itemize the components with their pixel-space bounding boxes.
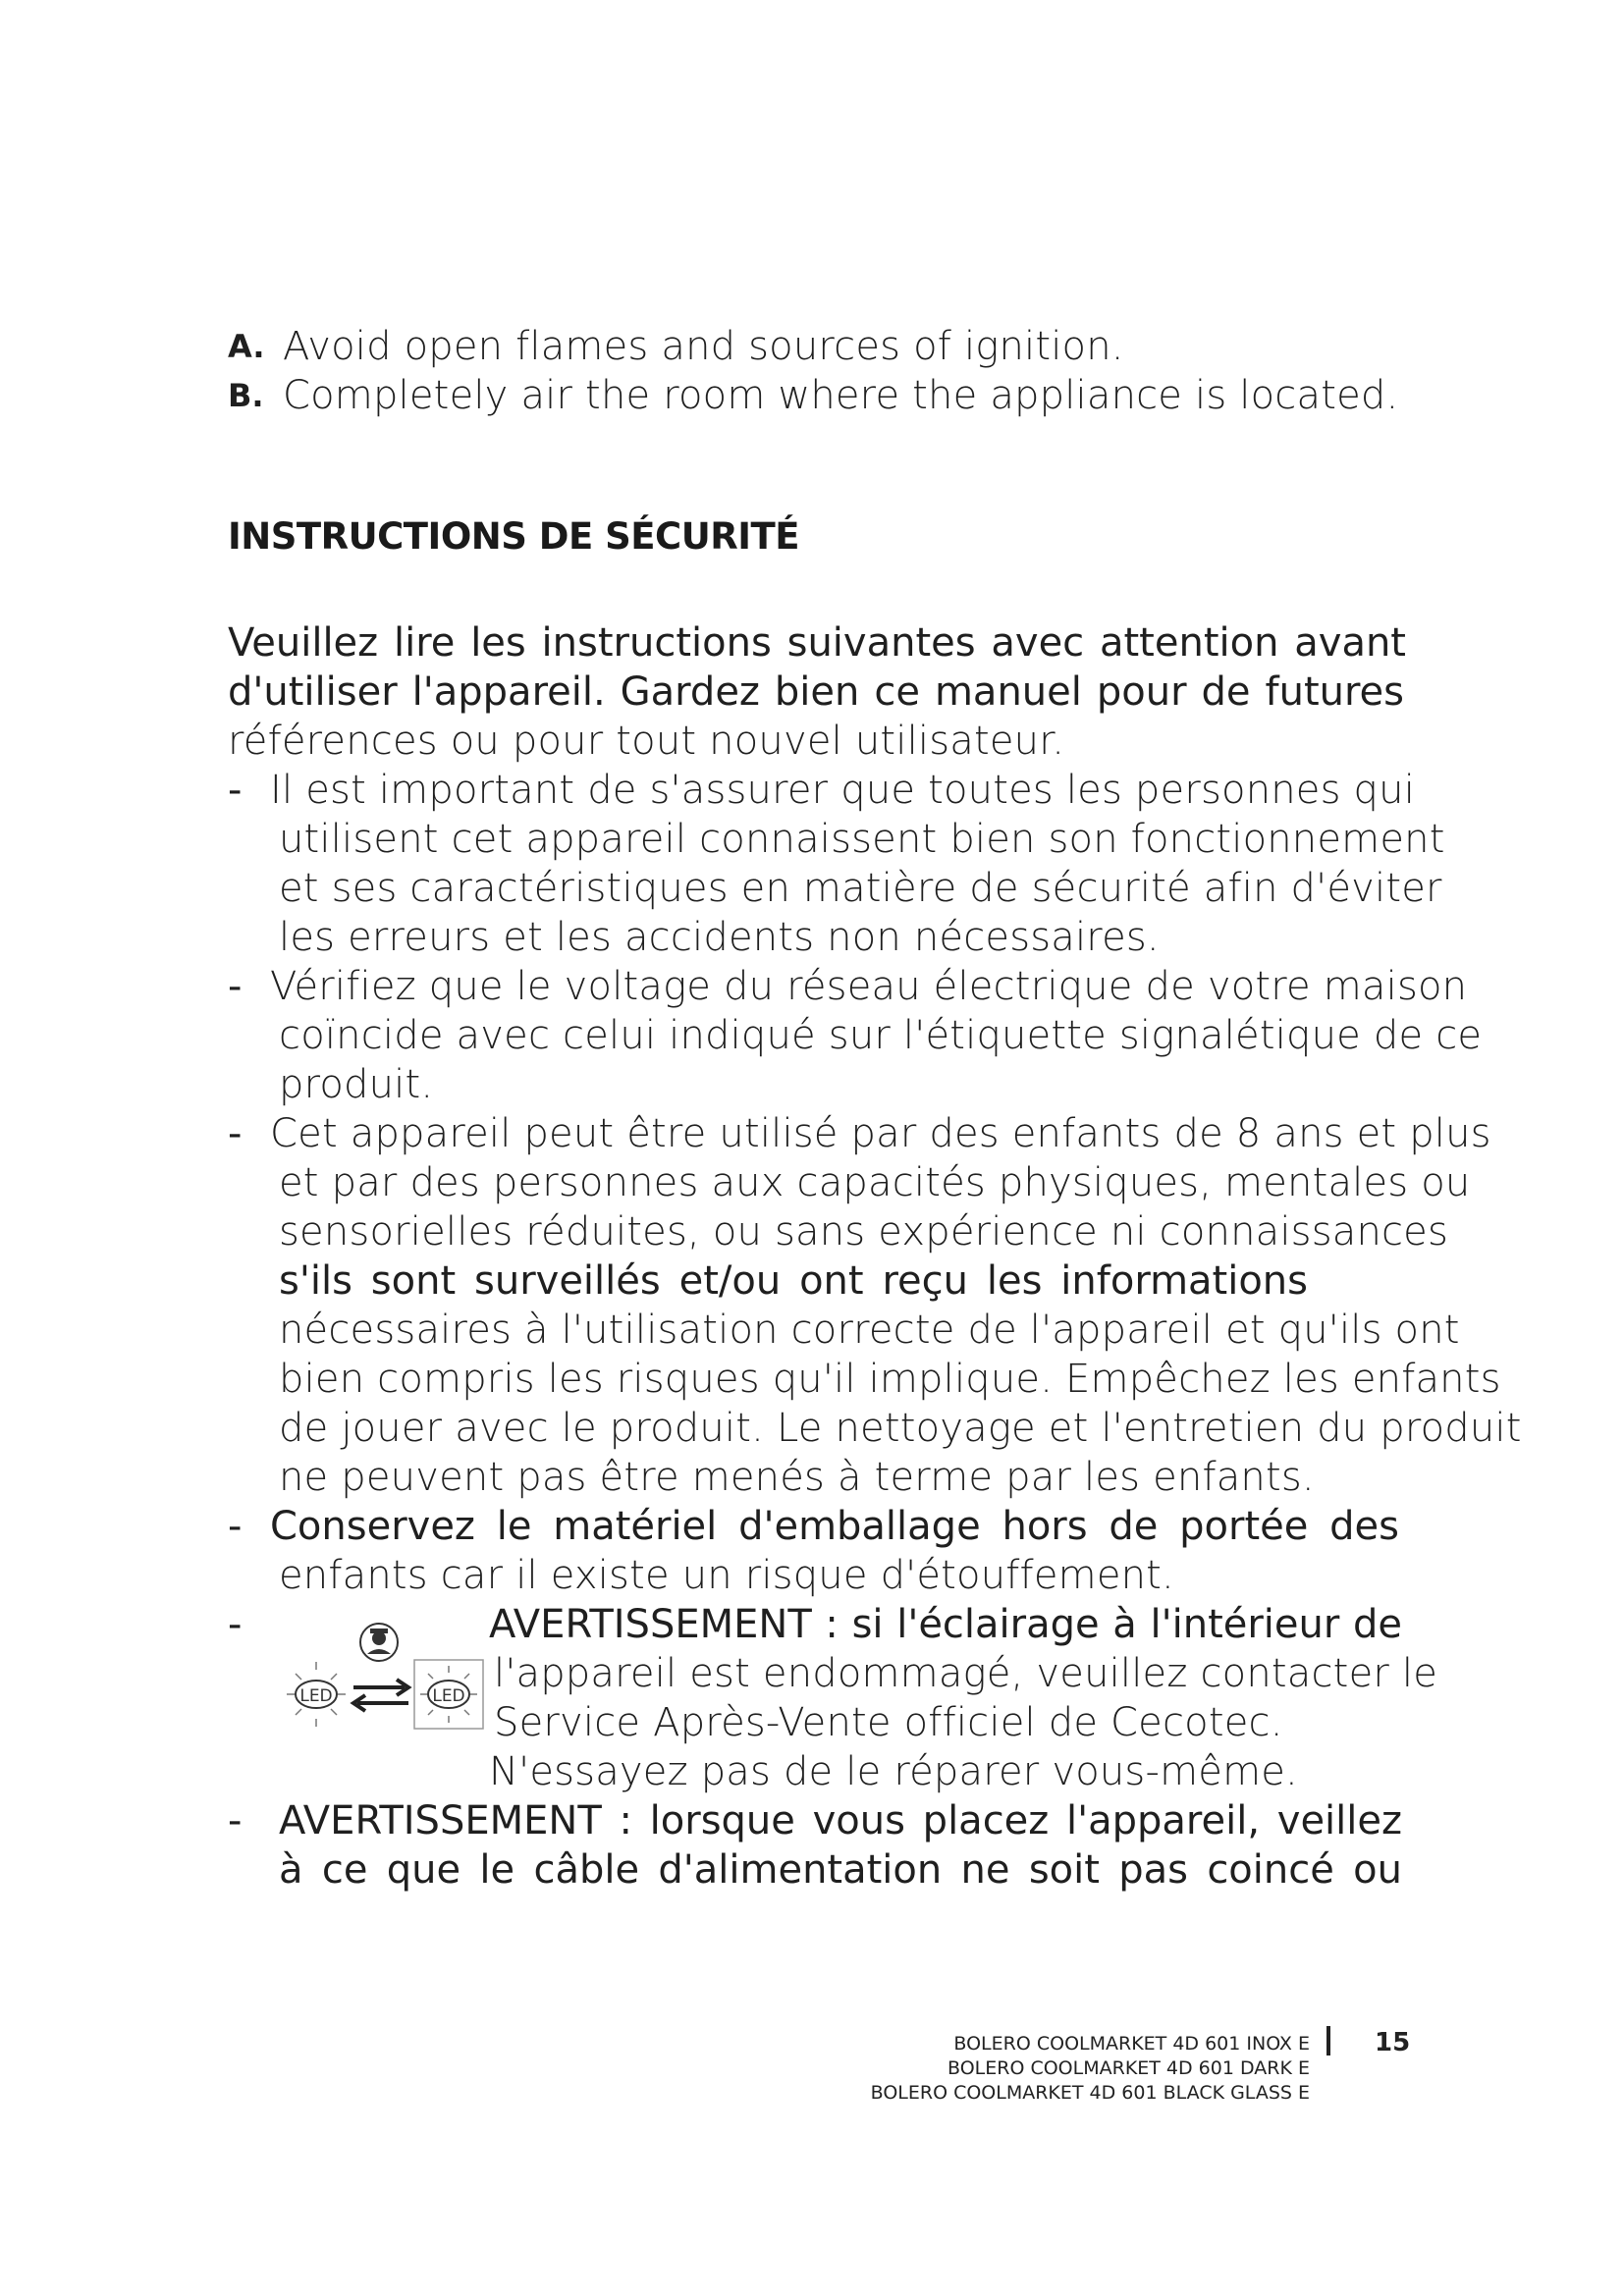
bullet-line: bien compris les risques qu'il implique. Empêchez les enfants: [279, 1357, 1501, 1402]
led-replacement-technician-icon: [277, 1621, 513, 1748]
bullet-line: l'appareil est endommagé, veuillez contacter le: [494, 1651, 1438, 1696]
bullet-dash: -: [228, 1798, 243, 1843]
bullet-line: à ce que le câble d'alimentation ne soit pas coincé ou: [279, 1847, 1402, 1893]
intro-line: références ou pour tout nouvel utilisateur.: [228, 719, 1065, 764]
list-item-a: Avoid open flames and sources of ignition.: [283, 324, 1124, 369]
bullet-dash: -: [228, 1504, 243, 1549]
bullet-line: et par des personnes aux capacités physiques, mentales ou: [279, 1160, 1471, 1205]
bullet-line: les erreurs et les accidents non nécessaires.: [279, 915, 1160, 960]
bullet-dash: -: [228, 768, 243, 813]
footer-divider: [1326, 2026, 1330, 2056]
bullet-line: Cet appareil peut être utilisé par des enfants de 8 ans et plus: [270, 1111, 1491, 1156]
bullet-line: et ses caractéristiques en matière de sécurité afin d'éviter: [279, 866, 1442, 911]
bullet-line: nécessaires à l'utilisation correcte de l'appareil et qu'ils ont: [279, 1308, 1460, 1353]
svg-text:LED: LED: [432, 1686, 465, 1706]
bullet-line: utilisent cet appareil connaissent bien son fonctionnement: [279, 817, 1445, 862]
footer-model: BOLERO COOLMARKET 4D 601 INOX E: [953, 2033, 1310, 2055]
bullet-line: Vérifiez que le voltage du réseau électrique de votre maison: [270, 964, 1468, 1009]
footer-model-list: [871, 2032, 1310, 2106]
bullet-line: ne peuvent pas être menés à terme par les enfants.: [279, 1455, 1315, 1500]
bullet-line: produit.: [279, 1062, 434, 1107]
bullet-line: Il est important de s'assurer que toutes les personnes qui: [270, 768, 1416, 813]
bullet-dash: -: [228, 1111, 243, 1156]
bullet-line: enfants car il existe un risque d'étouffement.: [279, 1553, 1174, 1598]
intro-line: Veuillez lire les instructions suivantes avec attention avant: [228, 620, 1406, 666]
bullet-line: Service Après-Vente officiel de Cecotec.: [494, 1700, 1283, 1745]
bullet-line: N'essayez pas de le réparer vous-même.: [489, 1749, 1298, 1794]
intro-line: d'utiliser l'appareil. Gardez bien ce manuel pour de futures: [228, 669, 1404, 715]
list-marker-b: B.: [228, 377, 264, 414]
footer-model: BOLERO COOLMARKET 4D 601 BLACK GLASS E: [870, 2082, 1310, 2104]
bullet-line: AVERTISSEMENT : lorsque vous placez l'appareil, veillez: [279, 1798, 1402, 1843]
list-marker-a: A.: [228, 328, 265, 365]
bullet-line: s'ils sont surveillés et/ou ont reçu les informations: [279, 1258, 1308, 1304]
bullet-line: coïncide avec celui indiqué sur l'étiquette signalétique de ce: [279, 1013, 1483, 1058]
bullet-line: de jouer avec le produit. Le nettoyage et l'entretien du produit: [279, 1406, 1522, 1451]
bullet-line: sensorielles réduites, ou sans expérience ni connaissances: [279, 1209, 1449, 1255]
bullet-dash: -: [228, 1602, 243, 1647]
section-title: INSTRUCTIONS DE SÉCURITÉ: [228, 515, 800, 558]
svg-text:LED: LED: [299, 1686, 333, 1706]
list-item-b: Completely air the room where the appliance is located.: [283, 373, 1399, 418]
page-number: 15: [1375, 2028, 1411, 2057]
bullet-dash: -: [228, 964, 243, 1009]
footer-model: BOLERO COOLMARKET 4D 601 DARK E: [947, 2057, 1310, 2079]
bullet-line: Conservez le matériel d'emballage hors de portée des: [270, 1504, 1399, 1549]
bullet-line: AVERTISSEMENT : si l'éclairage à l'intérieur de: [489, 1602, 1402, 1647]
